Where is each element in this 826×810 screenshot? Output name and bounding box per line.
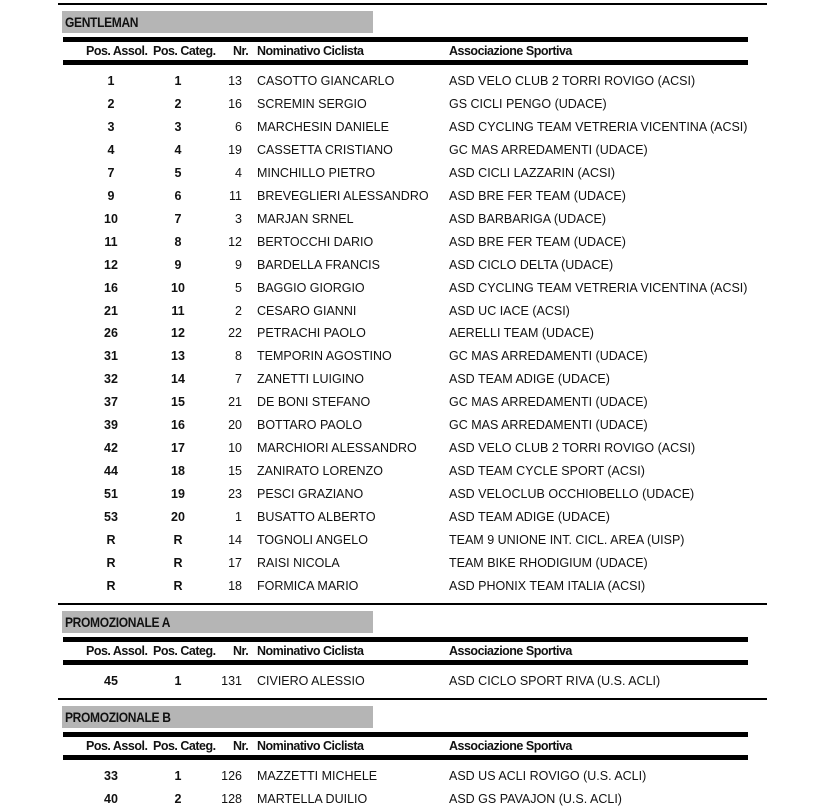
race-number: 2 [235, 303, 242, 318]
section-title-text: PROMOZIONALE B [65, 709, 171, 725]
sports-association: GS CICLI PENGO (UDACE) [449, 96, 607, 111]
header-rule-bottom [63, 755, 748, 760]
col-associazione: Associazione Sportiva [449, 739, 572, 753]
table-row [0, 232, 826, 252]
rider-name: RAISI NICOLA [257, 555, 340, 570]
race-number: 18 [228, 578, 242, 593]
pos-assol: 53 [104, 510, 118, 525]
pos-categ: R [173, 533, 183, 547]
race-number: 1 [235, 510, 242, 525]
pos-assol: 7 [107, 165, 115, 180]
rider-name: ZANETTI LUIGINO [257, 372, 364, 387]
table-row [0, 484, 826, 504]
header-rule-top [63, 37, 748, 42]
rider-name: ZANIRATO LORENZO [257, 464, 383, 479]
pos-categ: 2 [174, 96, 182, 111]
rider-name: BOTTARO PAOLO [257, 418, 363, 433]
rider-name: BREVEGLIERI ALESSANDRO [257, 188, 429, 203]
race-number: 3 [235, 211, 242, 226]
sports-association: ASD TEAM CYCLE SPORT (ACSI) [449, 464, 645, 479]
rider-name: MAZZETTI MICHELE [257, 769, 378, 783]
pos-categ: 8 [174, 234, 182, 249]
race-number: 128 [221, 791, 242, 806]
sports-association: ASD UC IACE (ACSI) [449, 303, 570, 318]
rider-name: DE BONI STEFANO [257, 395, 371, 410]
race-number: 12 [228, 234, 242, 249]
sports-association: ASD TEAM ADIGE (UDACE) [449, 372, 610, 387]
pos-categ: 4 [174, 142, 182, 157]
col-nr: Nr. [233, 644, 249, 658]
pos-categ: 1 [174, 769, 182, 783]
table-row [0, 553, 826, 573]
race-number: 11 [229, 188, 242, 203]
pos-assol: 2 [107, 96, 115, 111]
table-row [0, 507, 826, 527]
table-row [0, 255, 826, 275]
rider-name: CESARO GIANNI [257, 303, 357, 318]
table-row [0, 766, 826, 786]
sports-association: GC MAS ARREDAMENTI (UDACE) [449, 418, 648, 433]
pos-categ: 16 [171, 418, 185, 433]
pos-assol: 33 [104, 769, 118, 783]
rider-name: MARCHIORI ALESSANDRO [257, 441, 417, 456]
sports-association: ASD CICLO DELTA (UDACE) [449, 257, 614, 272]
rider-name: PESCI GRAZIANO [257, 487, 364, 502]
pos-assol: 44 [104, 464, 118, 479]
header-rule-bottom [63, 660, 748, 665]
rider-name: BARDELLA FRANCIS [257, 257, 380, 272]
pos-categ: 1 [174, 74, 182, 88]
sports-association: TEAM BIKE RHODIGIUM (UDACE) [449, 555, 648, 570]
race-number: 15 [228, 464, 242, 479]
table-row [0, 163, 826, 183]
table-row [0, 117, 826, 137]
sports-association: ASD BRE FER TEAM (UDACE) [449, 234, 626, 249]
pos-assol: 9 [107, 188, 115, 203]
race-number: 10 [228, 441, 242, 456]
pos-categ: 12 [171, 326, 185, 341]
col-pos-categ: Pos. Categ. [153, 44, 216, 58]
pos-categ: 11 [171, 303, 185, 318]
pos-categ: 13 [171, 349, 185, 364]
table-row [0, 789, 826, 809]
pos-categ: 17 [171, 441, 185, 456]
race-number: 19 [228, 142, 242, 157]
table-header [0, 43, 826, 59]
pos-categ: R [173, 578, 183, 593]
sports-association: ASD VELO CLUB 2 TORRI ROVIGO (ACSI) [449, 74, 696, 88]
pos-assol: 37 [104, 395, 118, 410]
race-number: 4 [235, 165, 242, 180]
table-row [0, 392, 826, 412]
rider-name: MARTELLA DUILIO [257, 791, 368, 806]
col-pos-categ: Pos. Categ. [153, 739, 216, 753]
rider-name: CASOTTO GIANCARLO [257, 74, 395, 88]
pos-categ: 3 [174, 119, 182, 134]
race-number: 8 [235, 349, 242, 364]
pos-assol: R [106, 533, 116, 547]
rider-name: BAGGIO GIORGIO [257, 280, 365, 295]
section-title [62, 11, 373, 33]
sports-association: ASD PHONIX TEAM ITALIA (ACSI) [449, 578, 646, 593]
race-number: 23 [228, 487, 242, 502]
rider-name: TOGNOLI ANGELO [257, 533, 368, 547]
table-header [0, 643, 826, 659]
race-number: 6 [235, 119, 242, 134]
rider-name: TEMPORIN AGOSTINO [257, 349, 392, 364]
pos-categ: 14 [171, 372, 185, 387]
pos-assol: 21 [104, 303, 118, 318]
sports-association: ASD CICLO SPORT RIVA (U.S. ACLI) [449, 674, 661, 688]
pos-assol: 45 [104, 674, 118, 688]
sports-association: ASD VELO CLUB 2 TORRI ROVIGO (ACSI) [449, 441, 696, 456]
pos-assol: 16 [104, 280, 118, 295]
col-nr: Nr. [233, 44, 249, 58]
pos-categ: 18 [171, 464, 185, 479]
race-number: 14 [228, 533, 242, 547]
section-title-text: GENTLEMAN [65, 14, 139, 30]
col-pos-assol: Pos. Assol. [86, 739, 148, 753]
pos-assol: 42 [104, 441, 118, 456]
col-pos-assol: Pos. Assol. [86, 644, 148, 658]
pos-categ: 15 [171, 395, 185, 410]
pos-assol: 51 [104, 487, 118, 502]
table-row [0, 94, 826, 114]
rider-name: CASSETTA CRISTIANO [257, 142, 393, 157]
sports-association: ASD US ACLI ROVIGO (U.S. ACLI) [449, 769, 647, 783]
race-number: 13 [228, 74, 242, 88]
race-number: 126 [221, 769, 242, 783]
sports-association: AERELLI TEAM (UDACE) [449, 326, 594, 341]
sports-association: ASD VELOCLUB OCCHIOBELLO (UDACE) [449, 487, 695, 502]
section-title [62, 706, 373, 728]
table-row [0, 671, 826, 691]
pos-assol: 11 [104, 234, 118, 249]
sports-association: ASD BARBARIGA (UDACE) [449, 211, 606, 226]
pos-assol: 40 [104, 791, 118, 806]
rider-name: FORMICA MARIO [257, 578, 359, 593]
table-row [0, 369, 826, 389]
pos-categ: 9 [174, 257, 182, 272]
col-nominativo: Nominativo Ciclista [257, 644, 364, 658]
table-row [0, 461, 826, 481]
col-nominativo: Nominativo Ciclista [257, 739, 364, 753]
rider-name: BUSATTO ALBERTO [257, 510, 376, 525]
pos-categ: 7 [174, 211, 182, 226]
race-number: 7 [235, 372, 242, 387]
sports-association: ASD TEAM ADIGE (UDACE) [449, 510, 610, 525]
table-row [0, 278, 826, 298]
header-rule-top [63, 637, 748, 642]
pos-categ: 19 [171, 487, 185, 502]
sports-association: GC MAS ARREDAMENTI (UDACE) [449, 142, 648, 157]
rider-name: SCREMIN SERGIO [257, 96, 367, 111]
section-divider [58, 3, 767, 5]
race-number: 9 [235, 257, 242, 272]
table-row [0, 576, 826, 596]
race-number: 16 [228, 96, 242, 111]
race-number: 17 [228, 555, 242, 570]
table-row [0, 323, 826, 343]
sports-association: GC MAS ARREDAMENTI (UDACE) [449, 395, 648, 410]
sports-association: ASD BRE FER TEAM (UDACE) [449, 188, 626, 203]
pos-categ: 1 [174, 674, 182, 688]
section-divider [58, 698, 767, 700]
race-number: 5 [235, 280, 242, 295]
rider-name: MARCHESIN DANIELE [257, 119, 389, 134]
col-associazione: Associazione Sportiva [449, 644, 572, 658]
pos-categ: 2 [174, 791, 182, 806]
race-number: 21 [228, 395, 242, 410]
pos-categ: 6 [174, 188, 182, 203]
race-number: 131 [221, 674, 242, 688]
col-pos-categ: Pos. Categ. [153, 644, 216, 658]
rider-name: PETRACHI PAOLO [257, 326, 366, 341]
section-title [62, 611, 373, 633]
rider-name: MINCHILLO PIETRO [257, 165, 376, 180]
pos-categ: 20 [171, 510, 185, 525]
pos-assol: R [106, 555, 116, 570]
table-row [0, 186, 826, 206]
table-row [0, 140, 826, 160]
table-row [0, 71, 826, 91]
pos-assol: 31 [104, 349, 118, 364]
sports-association: ASD GS PAVAJON (U.S. ACLI) [449, 791, 622, 806]
pos-assol: 1 [107, 74, 115, 88]
header-rule-bottom [63, 60, 748, 65]
table-row [0, 415, 826, 435]
sports-association: TEAM 9 UNIONE INT. CICL. AREA (UISP) [449, 533, 685, 547]
section-divider [58, 603, 767, 605]
col-nr: Nr. [233, 739, 249, 753]
sports-association: ASD CYCLING TEAM VETRERIA VICENTINA (ACSI) [449, 280, 748, 295]
pos-categ: 10 [171, 280, 185, 295]
table-row [0, 301, 826, 321]
pos-assol: 12 [104, 257, 118, 272]
pos-assol: 10 [104, 211, 118, 226]
table-row [0, 530, 826, 550]
pos-assol: R [106, 578, 116, 593]
pos-assol: 26 [104, 326, 118, 341]
table-row [0, 346, 826, 366]
rider-name: BERTOCCHI DARIO [257, 234, 374, 249]
pos-assol: 4 [107, 142, 115, 157]
table-row [0, 438, 826, 458]
table-row [0, 209, 826, 229]
table-header [0, 738, 826, 754]
rider-name: MARJAN SRNEL [257, 211, 354, 226]
header-rule-top [63, 732, 748, 737]
section-title-text: PROMOZIONALE A [65, 614, 171, 630]
rider-name: CIVIERO ALESSIO [257, 674, 365, 688]
pos-assol: 32 [104, 372, 118, 387]
col-associazione: Associazione Sportiva [449, 44, 572, 58]
sports-association: GC MAS ARREDAMENTI (UDACE) [449, 349, 648, 364]
pos-categ: 5 [174, 165, 182, 180]
pos-assol: 3 [107, 119, 115, 134]
race-number: 22 [228, 326, 242, 341]
sports-association: ASD CYCLING TEAM VETRERIA VICENTINA (ACSI) [449, 119, 748, 134]
pos-assol: 39 [104, 418, 118, 433]
sports-association: ASD CICLI LAZZARIN (ACSI) [449, 165, 615, 180]
col-nominativo: Nominativo Ciclista [257, 44, 364, 58]
pos-categ: R [173, 555, 183, 570]
col-pos-assol: Pos. Assol. [86, 44, 148, 58]
race-number: 20 [228, 418, 242, 433]
